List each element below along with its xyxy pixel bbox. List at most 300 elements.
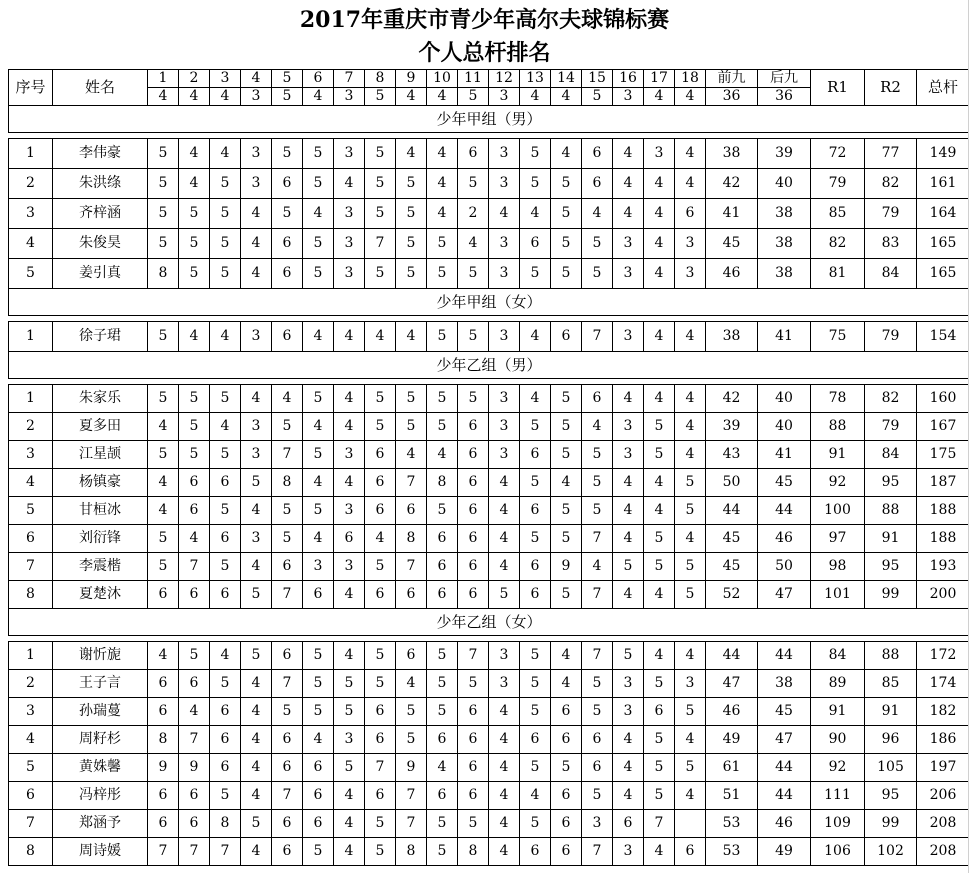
hole-score: 5 xyxy=(675,497,706,525)
hole-score: 5 xyxy=(303,441,334,469)
hole-score: 4 xyxy=(427,199,458,229)
total-score: 188 xyxy=(917,497,969,525)
hole-score: 5 xyxy=(396,385,427,413)
hole-score: 8 xyxy=(148,726,179,754)
hole-score: 6 xyxy=(458,525,489,553)
par-cell: 3 xyxy=(241,88,272,106)
back-nine-score: 41 xyxy=(758,441,811,469)
hole-score: 3 xyxy=(489,441,520,469)
hole-score: 4 xyxy=(241,199,272,229)
hole-score: 4 xyxy=(427,754,458,782)
hole-score: 7 xyxy=(272,782,303,810)
hole-score: 4 xyxy=(210,139,241,169)
r2-score: 95 xyxy=(865,469,917,497)
total-score: 175 xyxy=(917,441,969,469)
hole-score: 4 xyxy=(582,413,613,441)
hole-score: 4 xyxy=(644,581,675,609)
r1-score: 78 xyxy=(811,385,865,413)
back-nine-score: 46 xyxy=(758,810,811,838)
table-row xyxy=(9,642,969,670)
rank-cell: 8 xyxy=(9,838,53,866)
r2-score: 105 xyxy=(865,754,917,782)
r1-score: 106 xyxy=(811,838,865,866)
hole-score: 5 xyxy=(675,553,706,581)
hole-score: 4 xyxy=(241,229,272,259)
hole-score: 5 xyxy=(303,169,334,199)
front-nine-score: 52 xyxy=(706,581,758,609)
front-par-cell: 36 xyxy=(706,88,758,106)
hole-score: 5 xyxy=(644,726,675,754)
hole-score: 4 xyxy=(241,754,272,782)
hole-score: 8 xyxy=(148,259,179,289)
hole-score: 4 xyxy=(644,838,675,866)
front-nine-score: 41 xyxy=(706,199,758,229)
par-cell: 5 xyxy=(365,88,396,106)
hole-number-cell: 18 xyxy=(675,70,706,88)
back-nine-score: 44 xyxy=(758,754,811,782)
hole-score: 5 xyxy=(551,259,582,289)
hole-score: 4 xyxy=(551,139,582,169)
hole-score: 4 xyxy=(489,726,520,754)
table-row xyxy=(9,810,969,838)
hole-score: 5 xyxy=(520,810,551,838)
r2-score: 84 xyxy=(865,259,917,289)
hole-score: 4 xyxy=(675,139,706,169)
total-score: 208 xyxy=(917,810,969,838)
hole-score: 3 xyxy=(582,810,613,838)
hole-score: 4 xyxy=(489,810,520,838)
hole-score: 4 xyxy=(520,322,551,352)
total-score: 182 xyxy=(917,698,969,726)
hole-score: 5 xyxy=(644,670,675,698)
par-cell: 5 xyxy=(272,88,303,106)
hole-score: 5 xyxy=(427,413,458,441)
hole-score: 6 xyxy=(365,497,396,525)
hole-score: 5 xyxy=(582,497,613,525)
hole-score: 6 xyxy=(365,469,396,497)
r1-score: 85 xyxy=(811,199,865,229)
table-row xyxy=(9,169,969,199)
total-score: 154 xyxy=(917,322,969,352)
hole-score: 4 xyxy=(644,199,675,229)
hole-score: 3 xyxy=(613,413,644,441)
hole-score: 4 xyxy=(241,698,272,726)
hole-score: 3 xyxy=(489,413,520,441)
hole-score: 4 xyxy=(179,139,210,169)
hole-score: 6 xyxy=(458,413,489,441)
hole-score: 4 xyxy=(489,754,520,782)
hole-score xyxy=(675,810,706,838)
group-row xyxy=(9,352,969,379)
hole-score: 4 xyxy=(613,385,644,413)
hole-score: 5 xyxy=(210,441,241,469)
hole-score: 3 xyxy=(334,139,365,169)
hole-score: 5 xyxy=(582,259,613,289)
front-nine-score: 50 xyxy=(706,469,758,497)
total-score: 165 xyxy=(917,229,969,259)
par-cell: 4 xyxy=(520,88,551,106)
hole-score: 5 xyxy=(427,838,458,866)
hole-score: 5 xyxy=(458,810,489,838)
r1-score: 97 xyxy=(811,525,865,553)
hole-score: 3 xyxy=(489,642,520,670)
hole-score: 5 xyxy=(520,525,551,553)
hole-score: 5 xyxy=(179,413,210,441)
total-score: 197 xyxy=(917,754,969,782)
par-cell: 4 xyxy=(148,88,179,106)
hole-score: 5 xyxy=(365,385,396,413)
player-name: 孙瑞蔓 xyxy=(53,698,148,726)
table-row xyxy=(9,726,969,754)
hole-score: 4 xyxy=(334,642,365,670)
hole-score: 7 xyxy=(396,810,427,838)
hole-score: 5 xyxy=(210,229,241,259)
hole-score: 5 xyxy=(303,259,334,289)
r2-score: 84 xyxy=(865,441,917,469)
r2-score: 95 xyxy=(865,782,917,810)
hole-score: 6 xyxy=(272,754,303,782)
hole-score: 7 xyxy=(210,838,241,866)
hole-score: 9 xyxy=(148,754,179,782)
hole-score: 3 xyxy=(675,259,706,289)
r1-score: 79 xyxy=(811,169,865,199)
hole-score: 3 xyxy=(241,413,272,441)
hole-score: 5 xyxy=(148,229,179,259)
hole-score: 6 xyxy=(644,698,675,726)
hole-score: 5 xyxy=(551,385,582,413)
hole-score: 5 xyxy=(489,581,520,609)
hole-score: 4 xyxy=(613,726,644,754)
hole-number-cell: 9 xyxy=(396,70,427,88)
hole-score: 4 xyxy=(613,199,644,229)
hole-score: 5 xyxy=(520,169,551,199)
hole-score: 5 xyxy=(241,810,272,838)
r2-score: 79 xyxy=(865,413,917,441)
hole-score: 5 xyxy=(458,385,489,413)
front-nine-score: 42 xyxy=(706,169,758,199)
hole-score: 4 xyxy=(334,838,365,866)
hole-score: 4 xyxy=(489,838,520,866)
r2-score: 102 xyxy=(865,838,917,866)
front-nine-score: 47 xyxy=(706,670,758,698)
r2-score: 85 xyxy=(865,670,917,698)
hole-score: 6 xyxy=(148,581,179,609)
hole-score: 7 xyxy=(582,838,613,866)
hole-score: 7 xyxy=(179,726,210,754)
hole-score: 4 xyxy=(396,441,427,469)
par-cell: 4 xyxy=(675,88,706,106)
player-name: 夏楚沐 xyxy=(53,581,148,609)
player-name: 郑涵予 xyxy=(53,810,148,838)
rank-cell: 7 xyxy=(9,810,53,838)
hole-score: 5 xyxy=(303,497,334,525)
hole-score: 6 xyxy=(272,259,303,289)
hole-score: 5 xyxy=(210,199,241,229)
back-nine-score: 40 xyxy=(758,169,811,199)
hole-number-cell: 7 xyxy=(334,70,365,88)
hole-score: 4 xyxy=(613,139,644,169)
player-name: 王子言 xyxy=(53,670,148,698)
hole-score: 4 xyxy=(489,698,520,726)
hole-score: 6 xyxy=(148,810,179,838)
hole-score: 5 xyxy=(179,642,210,670)
r2-score: 88 xyxy=(865,642,917,670)
hole-score: 6 xyxy=(179,497,210,525)
r2-score: 82 xyxy=(865,385,917,413)
hole-score: 4 xyxy=(551,642,582,670)
player-name: 朱洪绦 xyxy=(53,169,148,199)
hole-score: 5 xyxy=(396,726,427,754)
group-label: 少年甲组（男） xyxy=(9,106,969,133)
hole-score: 4 xyxy=(520,385,551,413)
rank-cell: 4 xyxy=(9,726,53,754)
hole-score: 5 xyxy=(458,259,489,289)
hole-score: 6 xyxy=(303,581,334,609)
front-nine-score: 45 xyxy=(706,525,758,553)
hole-score: 5 xyxy=(303,139,334,169)
back-nine-score: 45 xyxy=(758,469,811,497)
hole-score: 3 xyxy=(613,441,644,469)
hole-score: 5 xyxy=(582,469,613,497)
hole-score: 4 xyxy=(613,525,644,553)
rank-cell: 5 xyxy=(9,754,53,782)
hole-score: 6 xyxy=(148,698,179,726)
hole-score: 6 xyxy=(427,553,458,581)
player-name: 黄姝馨 xyxy=(53,754,148,782)
hole-score: 6 xyxy=(582,726,613,754)
r2-header: R2 xyxy=(865,70,917,106)
hole-score: 6 xyxy=(365,441,396,469)
hole-score: 4 xyxy=(644,169,675,199)
total-score: 187 xyxy=(917,469,969,497)
player-name: 朱俊昊 xyxy=(53,229,148,259)
hole-score: 6 xyxy=(210,469,241,497)
r1-score: 91 xyxy=(811,441,865,469)
hole-score: 6 xyxy=(179,469,210,497)
hole-score: 4 xyxy=(210,642,241,670)
hole-score: 6 xyxy=(396,642,427,670)
group-label: 少年乙组（男） xyxy=(9,352,969,379)
total-score: 165 xyxy=(917,259,969,289)
hole-score: 7 xyxy=(272,581,303,609)
hole-score: 6 xyxy=(272,810,303,838)
hole-score: 5 xyxy=(551,441,582,469)
front-nine-score: 38 xyxy=(706,139,758,169)
hole-score: 5 xyxy=(520,698,551,726)
hole-score: 4 xyxy=(489,469,520,497)
r1-score: 111 xyxy=(811,782,865,810)
hole-score: 7 xyxy=(148,838,179,866)
hole-score: 7 xyxy=(272,441,303,469)
hole-score: 6 xyxy=(210,525,241,553)
hole-score: 4 xyxy=(613,169,644,199)
hole-score: 3 xyxy=(334,441,365,469)
hole-score: 6 xyxy=(303,754,334,782)
back-nine-score: 46 xyxy=(758,525,811,553)
table-row xyxy=(9,199,969,229)
hole-score: 3 xyxy=(613,698,644,726)
player-name: 甘桓冰 xyxy=(53,497,148,525)
r1-score: 91 xyxy=(811,698,865,726)
group-label: 少年甲组（女） xyxy=(9,289,969,316)
hole-score: 2 xyxy=(458,199,489,229)
hole-score: 4 xyxy=(551,469,582,497)
back-nine-score: 44 xyxy=(758,642,811,670)
hole-score: 4 xyxy=(489,782,520,810)
hole-score: 5 xyxy=(179,259,210,289)
rank-cell: 2 xyxy=(9,169,53,199)
back-nine-score: 45 xyxy=(758,698,811,726)
hole-score: 5 xyxy=(582,670,613,698)
hole-score: 4 xyxy=(675,413,706,441)
hole-score: 5 xyxy=(427,642,458,670)
hole-score: 6 xyxy=(520,838,551,866)
rank-cell: 1 xyxy=(9,139,53,169)
hole-score: 6 xyxy=(520,229,551,259)
rank-cell: 5 xyxy=(9,259,53,289)
hole-score: 4 xyxy=(675,385,706,413)
hole-score: 6 xyxy=(458,497,489,525)
back-nine-score: 38 xyxy=(758,199,811,229)
hole-score: 6 xyxy=(458,754,489,782)
hole-score: 4 xyxy=(272,385,303,413)
player-name: 周诗媛 xyxy=(53,838,148,866)
hole-score: 3 xyxy=(241,525,272,553)
r2-score: 88 xyxy=(865,497,917,525)
rank-cell: 4 xyxy=(9,469,53,497)
back-nine-score: 47 xyxy=(758,726,811,754)
hole-score: 3 xyxy=(334,497,365,525)
hole-score: 3 xyxy=(489,670,520,698)
hole-score: 6 xyxy=(582,169,613,199)
hole-score: 5 xyxy=(396,698,427,726)
hole-score: 3 xyxy=(241,169,272,199)
hole-score: 5 xyxy=(210,553,241,581)
hole-score: 4 xyxy=(148,469,179,497)
back-nine-score: 40 xyxy=(758,413,811,441)
hole-score: 4 xyxy=(675,441,706,469)
hole-score: 5 xyxy=(272,698,303,726)
hole-score: 5 xyxy=(551,525,582,553)
hole-score: 6 xyxy=(551,322,582,352)
hole-score: 5 xyxy=(551,169,582,199)
group-row xyxy=(9,106,969,133)
back-nine-score: 50 xyxy=(758,553,811,581)
hole-score: 5 xyxy=(551,754,582,782)
hole-score: 4 xyxy=(613,754,644,782)
hole-score: 6 xyxy=(458,139,489,169)
hole-score: 5 xyxy=(396,229,427,259)
hole-score: 5 xyxy=(582,229,613,259)
par-cell: 3 xyxy=(613,88,644,106)
front-nine-score: 42 xyxy=(706,385,758,413)
hole-score: 6 xyxy=(272,229,303,259)
hole-score: 3 xyxy=(489,169,520,199)
r1-header: R1 xyxy=(811,70,865,106)
hole-number-cell: 16 xyxy=(613,70,644,88)
hole-score: 4 xyxy=(489,199,520,229)
group-label: 少年乙组（女） xyxy=(9,609,969,636)
front-nine-score: 43 xyxy=(706,441,758,469)
r2-score: 99 xyxy=(865,581,917,609)
hole-score: 7 xyxy=(582,322,613,352)
hole-score: 4 xyxy=(427,139,458,169)
table-row xyxy=(9,229,969,259)
hole-score: 6 xyxy=(365,581,396,609)
hole-score: 5 xyxy=(644,782,675,810)
hole-score: 5 xyxy=(210,782,241,810)
hole-score: 6 xyxy=(365,698,396,726)
hole-score: 3 xyxy=(334,553,365,581)
hole-score: 5 xyxy=(365,169,396,199)
hole-score: 6 xyxy=(272,553,303,581)
total-score: 172 xyxy=(917,642,969,670)
player-name: 江星颉 xyxy=(53,441,148,469)
hole-score: 4 xyxy=(551,670,582,698)
hole-score: 5 xyxy=(179,441,210,469)
total-score: 206 xyxy=(917,782,969,810)
hole-score: 8 xyxy=(458,838,489,866)
rank-cell: 1 xyxy=(9,642,53,670)
hole-score: 4 xyxy=(613,782,644,810)
hole-score: 3 xyxy=(613,838,644,866)
hole-score: 3 xyxy=(489,385,520,413)
hole-score: 3 xyxy=(613,670,644,698)
hole-score: 3 xyxy=(489,259,520,289)
hole-score: 4 xyxy=(396,139,427,169)
r2-score: 79 xyxy=(865,199,917,229)
hole-score: 5 xyxy=(241,581,272,609)
hole-number-cell: 14 xyxy=(551,70,582,88)
hole-score: 6 xyxy=(520,553,551,581)
table-row xyxy=(9,670,969,698)
hole-number-cell: 13 xyxy=(520,70,551,88)
hole-score: 6 xyxy=(427,782,458,810)
hole-score: 7 xyxy=(179,838,210,866)
hole-score: 4 xyxy=(148,642,179,670)
table-row xyxy=(9,413,969,441)
hole-score: 5 xyxy=(272,525,303,553)
hole-score: 6 xyxy=(272,838,303,866)
hole-score: 4 xyxy=(675,642,706,670)
r1-score: 101 xyxy=(811,581,865,609)
r2-score: 99 xyxy=(865,810,917,838)
rank-cell: 8 xyxy=(9,581,53,609)
hole-score: 4 xyxy=(303,413,334,441)
total-score: 160 xyxy=(917,385,969,413)
hole-score: 3 xyxy=(241,139,272,169)
hole-score: 5 xyxy=(427,259,458,289)
hole-score: 7 xyxy=(365,229,396,259)
player-name: 谢忻旎 xyxy=(53,642,148,670)
hole-score: 5 xyxy=(365,199,396,229)
hole-score: 6 xyxy=(551,726,582,754)
hole-score: 5 xyxy=(644,441,675,469)
hole-score: 7 xyxy=(458,642,489,670)
hole-score: 8 xyxy=(396,838,427,866)
hole-score: 5 xyxy=(551,199,582,229)
back-nine-score: 44 xyxy=(758,497,811,525)
hole-number-cell: 6 xyxy=(303,70,334,88)
name-header: 姓名 xyxy=(53,70,148,106)
r1-score: 75 xyxy=(811,322,865,352)
hole-score: 3 xyxy=(489,322,520,352)
front-nine-header: 前九 xyxy=(706,70,758,88)
hole-score: 6 xyxy=(675,199,706,229)
hole-score: 4 xyxy=(179,169,210,199)
hole-score: 7 xyxy=(644,810,675,838)
hole-score: 5 xyxy=(179,385,210,413)
